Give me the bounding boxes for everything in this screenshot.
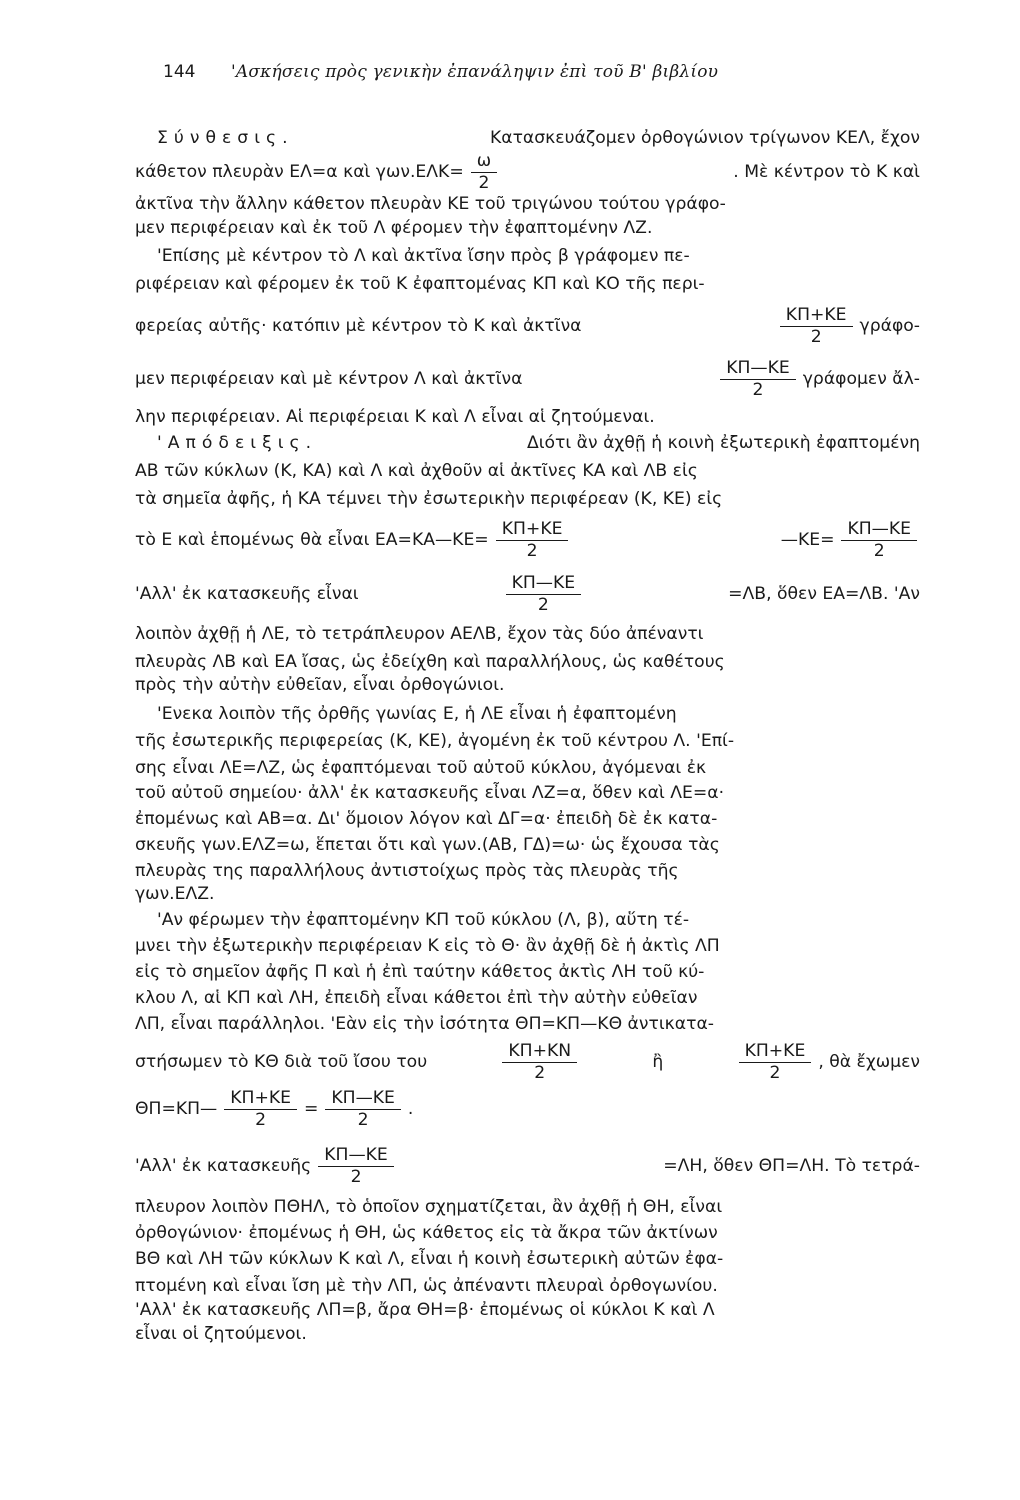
text-line: 'Απόδειξις. Διότι ἂν ἀχθῇ ἡ κοινὴ ἐξωτερικὴ ἐφαπτομένη xyxy=(135,429,920,457)
fraction: $\frac{K\Pi+KE}{2}$ xyxy=(224,1089,297,1128)
text-line: πρὸς τὴν αὐτὴν εὐθεῖαν, εἶναι ὀρθογώνιοι. xyxy=(135,675,505,695)
text-line: κλου Λ, αἱ ΚΠ καὶ ΛΗ, ἐπειδὴ εἶναι κάθετοι ἐπὶ τὴν αὐτὴν εὐθεῖαν xyxy=(135,988,698,1008)
text-line: τὸ Ε καὶ ἑπομένως θὰ εἶναι ΕΑ=ΚΑ—ΚΕ= $\frac{K\Pi+KE}{2}$ —ΚΕ= $\frac{K\Pi—KE}{2}$ xyxy=(135,526,920,554)
section-heading-proof: 'Απόδειξις. xyxy=(157,433,318,453)
text-line: τοῦ αὐτοῦ σημείου· ἀλλ' ἐκ κατασκευῆς εἶναι ΛΖ=α, ὅθεν καὶ ΛΕ=α· xyxy=(135,783,725,803)
fraction: $\frac{K\Pi—KE}{2}$ xyxy=(506,574,582,613)
section-heading-synthesis: Σύνθεσις. xyxy=(157,128,294,148)
text-line: εἰς τὸ σημεῖον ἀφῆς Π καὶ ἡ ἐπὶ ταύτην κάθετος ἀκτὶς ΛΗ τοῦ κύ- xyxy=(135,962,705,982)
text-line: πλευρον λοιπὸν ΠΘΗΛ, τὸ ὁποῖον σχηματίζεται, ἂν ἀχθῇ ἡ ΘΗ, εἶναι xyxy=(135,1197,723,1217)
text-line: 'Αλλ' ἐκ κατασκευῆς $\frac{K\Pi—KE}{2}$ =ΛΗ, ὅθεν ΘΠ=ΛΗ. Τὸ τετρά- xyxy=(135,1145,920,1187)
text-line: ΛΠ, εἶναι παράλληλοι. 'Εὰν εἰς τὴν ἰσότητα ΘΠ=ΚΠ—ΚΘ ἀντικατα- xyxy=(135,1014,714,1034)
header-title: 'Ασκήσεις πρὸς γενικὴν ἐπανάληψιν ἐπὶ τοῦ Β' βιβλίου xyxy=(231,62,719,82)
text-line: σκευῆς γων.ΕΛΖ=ω, ἕπεται ὅτι καὶ γων.(ΑΒ, ΓΔ)=ω· ὡς ἔχουσα τὰς xyxy=(135,835,720,855)
text-line: ἀκτῖνα τὴν ἄλλην κάθετον πλευρὰν ΚΕ τοῦ τριγώνου τούτου γράφο- xyxy=(135,194,726,214)
text-line: ΒΘ καὶ ΛΗ τῶν κύκλων Κ καὶ Λ, εἶναι ἡ κοινὴ ἐσωτερικὴ αὐτῶν ἐφα- xyxy=(135,1249,724,1269)
fraction: $\frac{K\Pi—KE}{2}$ xyxy=(720,359,796,398)
text-line: 'Επίσης μὲ κέντρον τὸ Λ καὶ ἀκτῖνα ἴσην πρὸς β γράφομεν πε- xyxy=(157,246,690,266)
text-line: φερείας αὐτῆς· κατόπιν μὲ κέντρον τὸ Κ καὶ ἀκτῖνα $\frac{K\Pi+KE}{2}$ γράφο- xyxy=(135,305,920,347)
text-line: ριφέρειαν καὶ φέρομεν ἐκ τοῦ Κ ἐφαπτομένας ΚΠ καὶ ΚΟ τῆς περι- xyxy=(135,274,705,294)
fraction: $\frac{K\Pi+KN}{2}$ xyxy=(502,1042,577,1081)
text-line: τὰ σημεῖα ἀφῆς, ἡ ΚΑ τέμνει τὴν ἐσωτερικὴν περιφέρεαν (Κ, ΚΕ) εἰς xyxy=(135,489,723,509)
page-number: 144 xyxy=(163,62,196,82)
fraction: $\frac{K\Pi—KE}{2}$ xyxy=(325,1089,401,1128)
fraction: $\frac{K\Pi+KE}{2}$ xyxy=(739,1042,812,1081)
text-line: ἐπομένως καὶ ΑΒ=α. Δι' ὅμοιον λόγον καὶ ΔΓ=α· ἐπειδὴ δὲ ἐκ κατα- xyxy=(135,809,718,829)
text-line: μεν περιφέρειαν καὶ ἐκ τοῦ Λ φέρομεν τὴν ἐφαπτομένην ΛΖ. xyxy=(135,218,653,238)
text-line: πλευρὰς ΛΒ καὶ ΕΑ ἴσας, ὡς ἐδείχθη καὶ παραλλήλους, ὡς καθέτους xyxy=(135,652,725,672)
text-line: γων.ΕΛΖ. xyxy=(135,884,215,904)
text-line: μεν περιφέρειαν καὶ μὲ κέντρον Λ καὶ ἀκτῖνα $\frac{K\Pi—KE}{2}$ γράφομεν ἄλ- xyxy=(135,358,920,400)
text-line: πλευρὰς της παραλλήλους ἀντιστοίχως πρὸς τὰς πλευρὰς τῆς xyxy=(135,861,679,881)
text-line: μνει τὴν ἐξωτερικὴν περιφέρειαν Κ εἰς τὸ Θ· ἂν ἀχθῇ δὲ ἡ ἀκτὶς ΛΠ xyxy=(135,936,720,956)
text-line: στήσωμεν τὸ ΚΘ διὰ τοῦ ἴσου του $\frac{K\Pi+KN}{2}$ ἢ $\frac{K\Pi+KE}{2}$ , θὰ ἔχωμεν xyxy=(135,1041,920,1083)
text-line: ΘΠ=ΚΠ— $\frac{K\Pi+KE}{2}$ = $\frac{K\Pi—KE}{2}$ . xyxy=(135,1088,414,1130)
fraction: $\frac{\omega}{2}$ xyxy=(471,152,497,191)
text-line: 'Αλλ' ἐκ κατασκευῆς εἶναι $\frac{K\Pi—KE}{2}$ =ΛΒ, ὅθεν ΕΑ=ΛΒ. 'Αν xyxy=(135,573,920,615)
fraction: $\frac{K\Pi+KE}{2}$ xyxy=(780,306,853,345)
fraction: $\frac{K\Pi+KE}{2}$ xyxy=(496,520,569,559)
text-line: τῆς ἐσωτερικῆς περιφερείας (Κ, ΚΕ), ἀγομένη ἐκ τοῦ κέντρου Λ. 'Επί- xyxy=(135,731,735,751)
text-line: κάθετον πλευρὰν ΕΛ=α καὶ γων.ΕΛΚ= $\frac{\omega}{2}$ . Μὲ κέντρον τὸ Κ καὶ xyxy=(135,151,920,193)
text-line: σης εἶναι ΛΕ=ΛΖ, ὡς ἐφαπτόμεναι τοῦ αὐτοῦ κύκλου, ἀγόμεναι ἐκ xyxy=(135,758,707,778)
text-line: 'Αλλ' ἐκ κατασκευῆς ΛΠ=β, ἄρα ΘΗ=β· ἐπομένως οἱ κύκλοι Κ καὶ Λ xyxy=(135,1300,715,1320)
text-line: εἶναι οἱ ζητούμενοι. xyxy=(135,1324,307,1344)
fraction: $\frac{K\Pi—KE}{2}$ xyxy=(318,1146,394,1185)
text-line: 'Ενεκα λοιπὸν τῆς ὀρθῆς γωνίας Ε, ἡ ΛΕ εἶναι ἡ ἐφαπτομένη xyxy=(157,704,677,724)
text-line: ΑΒ τῶν κύκλων (Κ, ΚΑ) καὶ Λ καὶ ἀχθοῦν αἱ ἀκτῖνες ΚΑ καὶ ΛΒ εἰς xyxy=(135,461,698,481)
text-line: λην περιφέρειαν. Αἱ περιφέρειαι Κ καὶ Λ εἶναι αἱ ζητούμεναι. xyxy=(135,407,655,427)
fraction: $\frac{K\Pi—KE}{2}$ xyxy=(841,520,917,559)
text-line: ὀρθογώνιον· ἐπομένως ἡ ΘΗ, ὡς κάθετος εἰς τὰ ἄκρα τῶν ἀκτίνων xyxy=(135,1223,718,1243)
text-line: λοιπὸν ἀχθῇ ἡ ΛΕ, τὸ τετράπλευρον ΑΕΛΒ, ἔχον τὰς δύο ἀπέναντι xyxy=(135,624,704,644)
text-line: Σύνθεσις. Κατασκευάζομεν ὀρθογώνιον τρίγωνον ΚΕΛ, ἔχον xyxy=(135,124,920,152)
text-line: 'Αν φέρωμεν τὴν ἐφαπτομένην ΚΠ τοῦ κύκλου (Λ, β), αὕτη τέ- xyxy=(157,910,690,930)
text-line: πτομένη καὶ εἶναι ἴση μὲ τὴν ΛΠ, ὡς ἀπέναντι πλευραὶ ὀρθογωνίου. xyxy=(135,1276,718,1296)
